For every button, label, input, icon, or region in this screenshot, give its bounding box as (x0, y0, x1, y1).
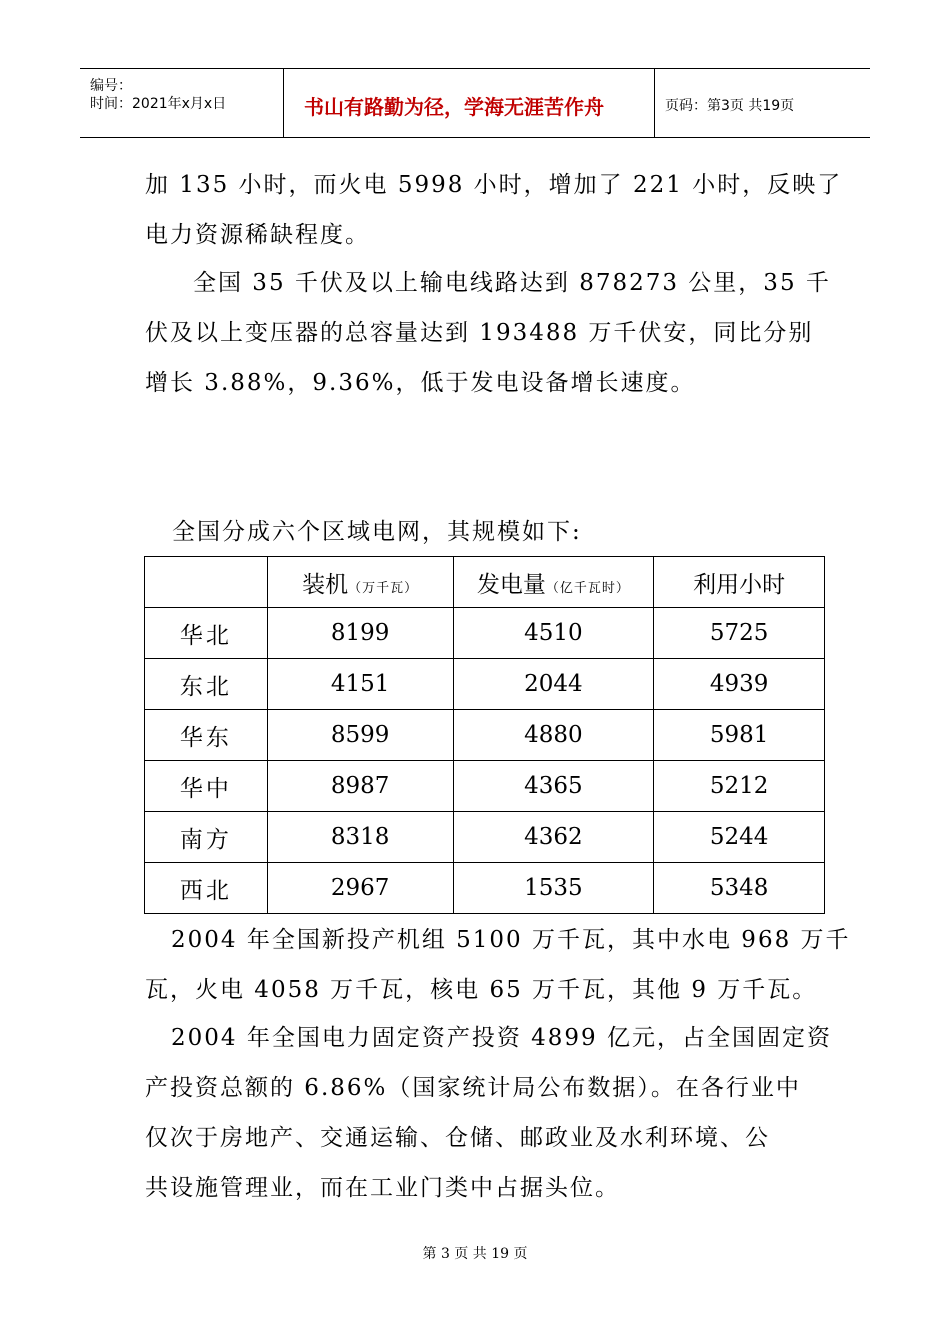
text-line: 2004 年全国新投产机组 5100 万千瓦，其中水电 968 万千 (171, 927, 851, 953)
region-name: 西北 (145, 863, 268, 914)
region-name: 南方 (145, 812, 268, 863)
text-line: 电力资源稀缺程度。 (145, 222, 370, 248)
table-intro (172, 507, 832, 557)
table-row (145, 608, 825, 659)
time-label: 时间：2021年x月x日 (90, 96, 227, 112)
hours-cell: 4939 (654, 659, 825, 710)
capacity-cell: 8199 (267, 608, 453, 659)
text-line: 全国 35 千伏及以上输电线路达到 878273 公里，35 千 (193, 270, 831, 296)
capacity-cell: 8599 (267, 710, 453, 761)
hours-cell: 5725 (654, 608, 825, 659)
text-line: 共设施管理业，而在工业门类中占据头位。 (145, 1175, 620, 1201)
hours-cell: 5244 (654, 812, 825, 863)
motto: 书山有路勤为径，学海无涯苦作舟 (304, 95, 604, 119)
region-grid-table (144, 556, 825, 914)
paragraph-2 (145, 258, 831, 408)
header-cell-capacity: 装机（万千瓦） (267, 557, 453, 608)
generation-cell: 4365 (453, 761, 654, 812)
header-page-cell (655, 69, 870, 137)
text-line: 加 135 小时，而火电 5998 小时，增加了 221 小时，反映了 (145, 172, 843, 198)
text-line: 2004 年全国电力固定资产投资 4899 亿元，占全国固定资 (171, 1025, 832, 1051)
hours-cell: 5348 (654, 863, 825, 914)
header-cell-empty (145, 557, 268, 608)
capacity-cell: 8318 (267, 812, 453, 863)
paragraph-1 (145, 160, 843, 260)
region-name: 华北 (145, 608, 268, 659)
text-line: 瓦，火电 4058 万千瓦，核电 65 万千瓦，其他 9 万千瓦。 (145, 977, 818, 1003)
capacity-cell: 4151 (267, 659, 453, 710)
generation-cell: 4880 (453, 710, 654, 761)
table-row (145, 812, 825, 863)
generation-cell: 1535 (453, 863, 654, 914)
table-header-row (145, 557, 825, 608)
page-info: 页码：第3页 共19页 (665, 98, 795, 114)
header-motto-cell (284, 69, 655, 137)
generation-cell: 4362 (453, 812, 654, 863)
paragraph-4 (145, 1013, 832, 1213)
capacity-cell: 8987 (267, 761, 453, 812)
generation-cell: 4510 (453, 608, 654, 659)
hours-cell: 5212 (654, 761, 825, 812)
page-header (80, 68, 870, 138)
generation-cell: 2044 (453, 659, 654, 710)
number-label: 编号： (90, 78, 132, 94)
text-line: 仅次于房地产、交通运输、仓储、邮政业及水利环境、公 (145, 1125, 770, 1151)
header-cell-hours: 利用小时 (654, 557, 825, 608)
region-name: 华中 (145, 761, 268, 812)
header-meta (80, 69, 284, 137)
capacity-cell: 2967 (267, 863, 453, 914)
region-name: 华东 (145, 710, 268, 761)
hours-cell: 5981 (654, 710, 825, 761)
paragraph-3 (145, 915, 851, 1015)
text-line: 全国分成六个区域电网，其规模如下: (172, 519, 582, 545)
header-cell-generation: 发电量（亿千瓦时） (453, 557, 654, 608)
table-row (145, 710, 825, 761)
text-line: 增长 3.88%，9.36%，低于发电设备增长速度。 (145, 370, 696, 396)
table-row (145, 659, 825, 710)
text-line: 产投资总额的 6.86%（国家统计局公布数据）。在各行业中 (145, 1075, 801, 1101)
page-footer: 第 3 页 共 19 页 (422, 1246, 528, 1262)
table-row (145, 761, 825, 812)
table-row (145, 863, 825, 914)
region-name: 东北 (145, 659, 268, 710)
text-line: 伏及以上变压器的总容量达到 193488 万千伏安，同比分别 (145, 320, 814, 346)
